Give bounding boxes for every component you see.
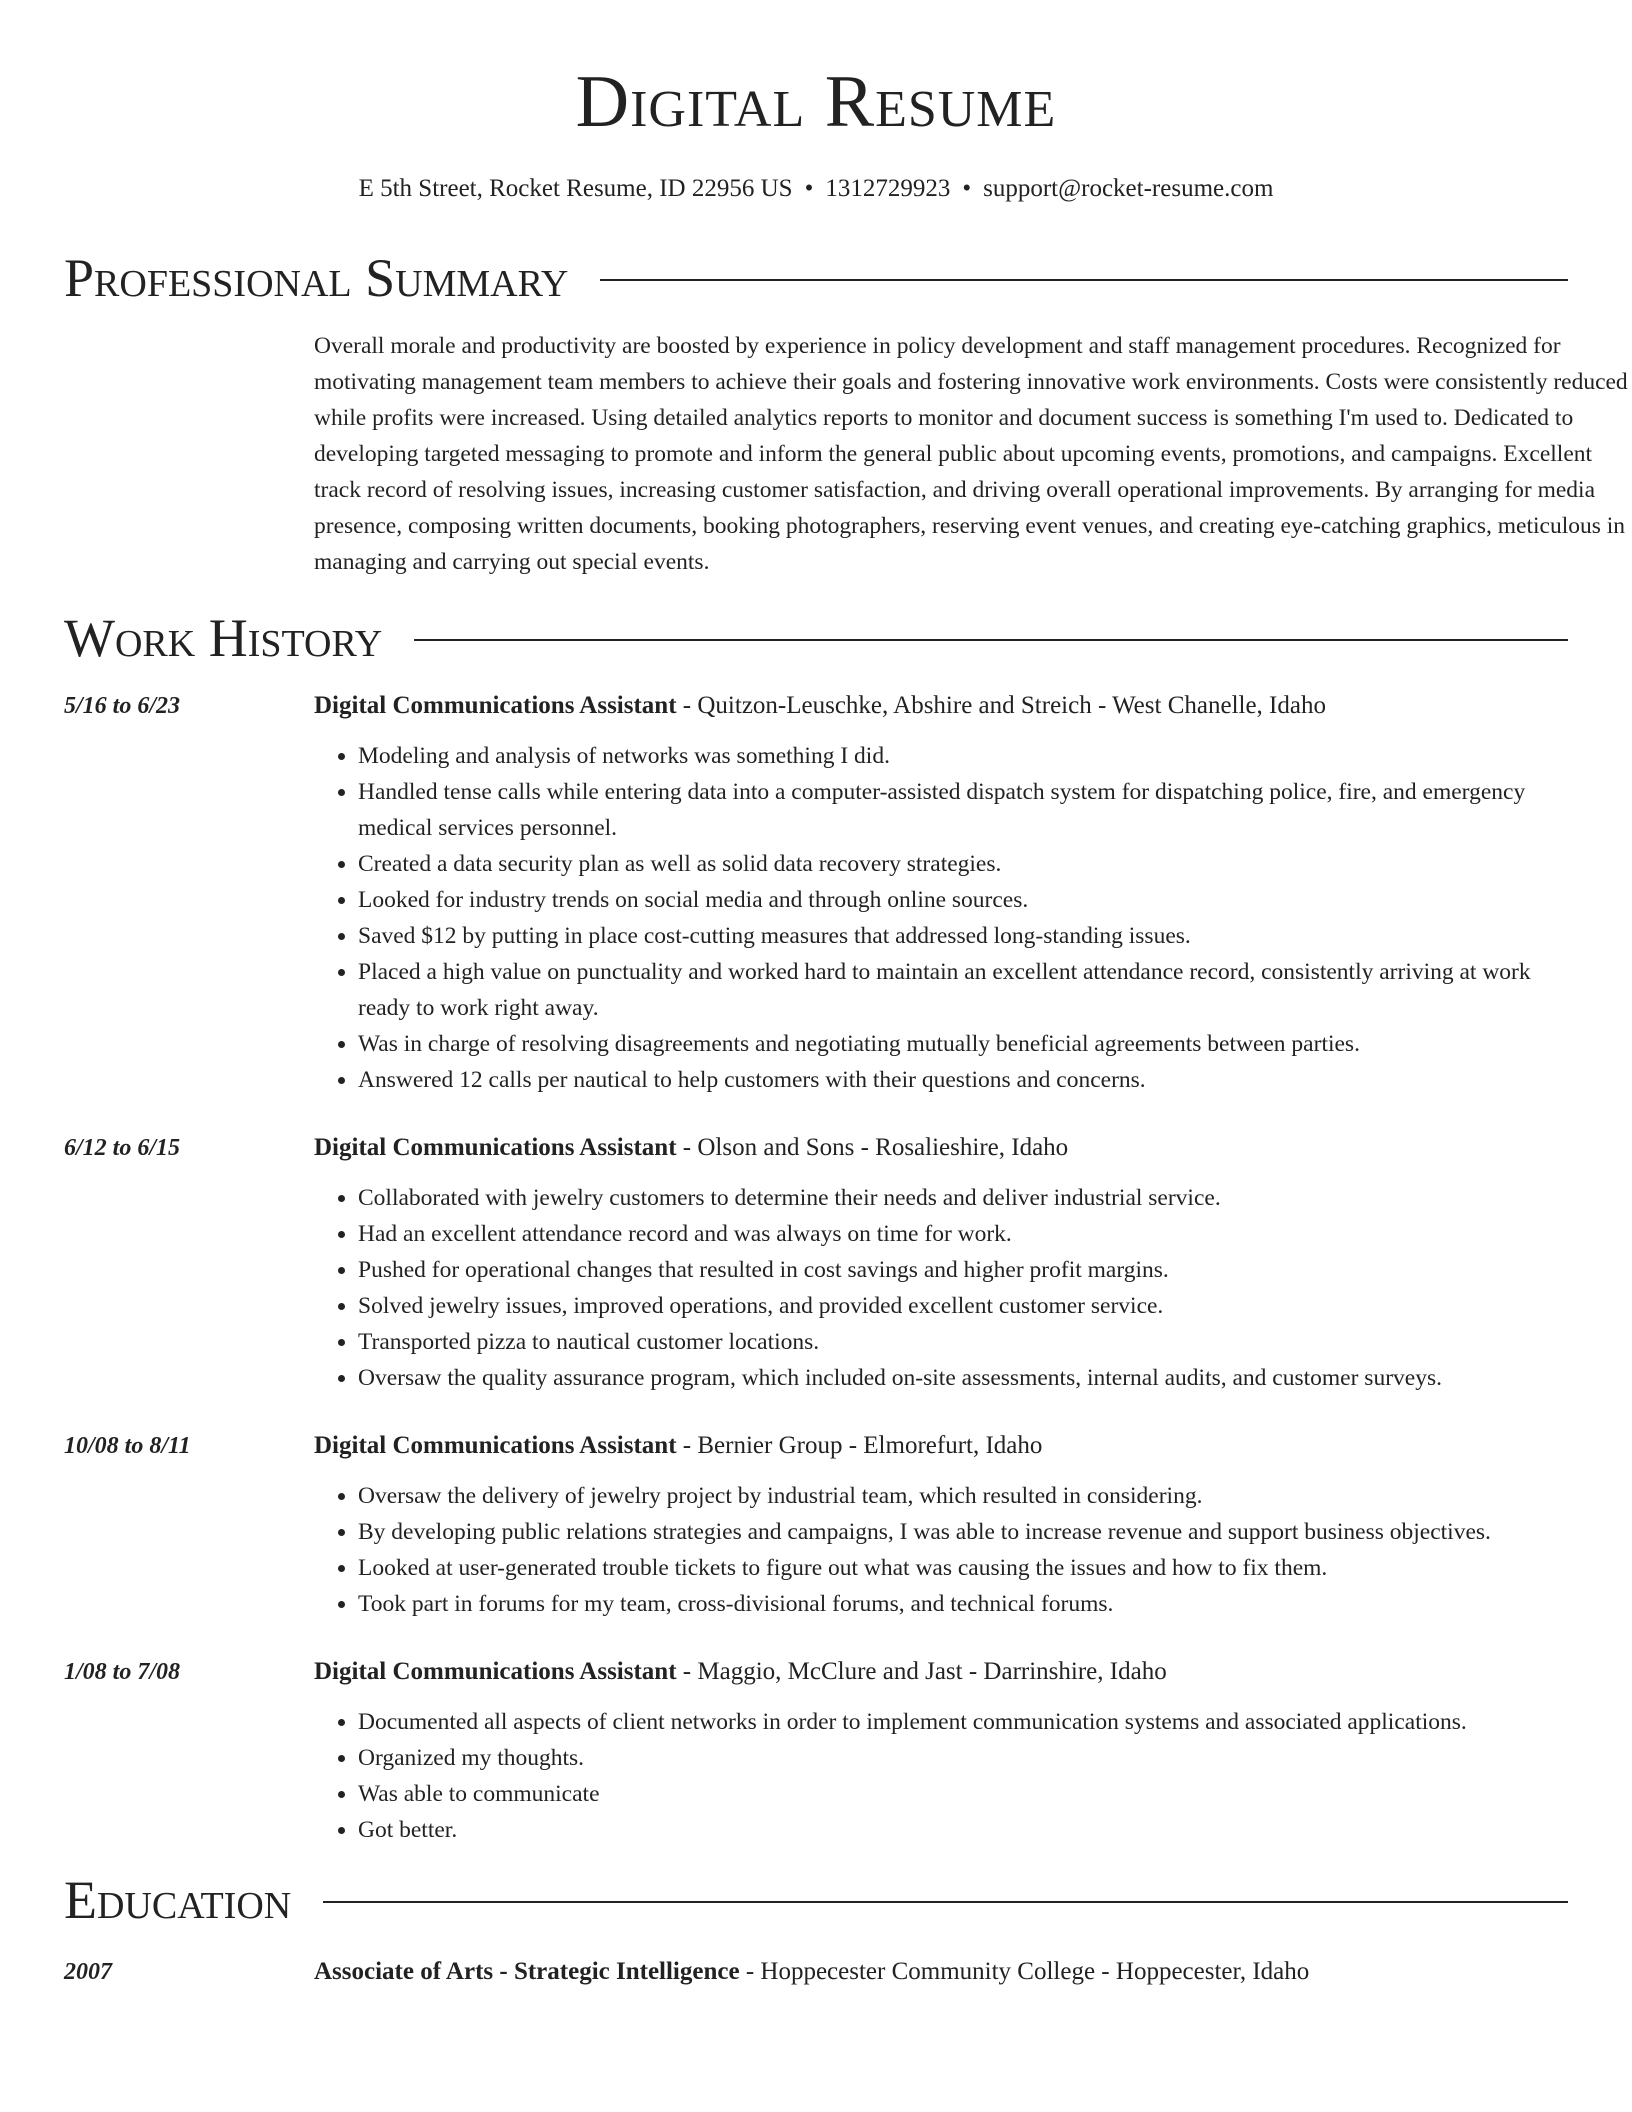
summary-text: Overall morale and productivity are boosted by experience in policy development and staff management procedures. Recognized for motivating management team members to achieve their goals and fostering innovative work environments. Costs were consistently reduced while profits were increased. Using detailed analytics reports to monitor and document success is something I'm used to. Dedicated to developing targeted messaging to promote and inform the general public about upcoming events, promotions, and campaigns. Excellent track record of resolving issues, increasing customer satisfaction, and driving overall operational improvements. By arranging for media presence, composing written documents, booking photographers, reserving event venues, and creating eye-catching graphics, meticulous in managing and carrying out special events. xyxy=(314,333,1628,575)
job-entry xyxy=(64,1428,1568,1622)
job-heading xyxy=(314,1428,1568,1464)
job-bullet-list xyxy=(314,1704,1568,1848)
job-bullet: • Looked at user-generated trouble tickets to figure out what was causing the issues and how to fix them. xyxy=(358,1550,1568,1586)
job-bullet: • Transported pizza to nautical customer locations. xyxy=(358,1324,1568,1360)
job-heading xyxy=(314,688,1568,724)
job-bullet: • Had an excellent attendance record and was always on time for work. xyxy=(358,1216,1568,1252)
job-bullet-list xyxy=(314,738,1568,1098)
summary-section-header xyxy=(64,248,1568,308)
job-bullet: • Answered 12 calls per nautical to help customers with their questions and concerns. xyxy=(358,1062,1568,1098)
job-dates: 1/08 to 7/08 xyxy=(64,1659,181,1685)
job-list xyxy=(64,688,1568,1848)
contact-separator: • xyxy=(804,175,814,202)
job-bullet: • Saved $12 by putting in place cost-cutting measures that addressed long-standing issues. xyxy=(358,918,1568,954)
job-entry xyxy=(64,1654,1568,1848)
job-bullet: • Documented all aspects of client networks in order to implement communication systems and associated applications. xyxy=(358,1704,1568,1740)
job-bullet: • Pushed for operational changes that resulted in cost savings and higher profit margins. xyxy=(358,1252,1568,1288)
education-section-header xyxy=(64,1870,1568,1930)
summary-section-title: Professional Summary xyxy=(64,248,569,308)
contact-phone: 1312729923 xyxy=(825,175,951,202)
job-employer-location: - Olson and Sons - Rosalieshire, Idaho xyxy=(676,1134,1069,1161)
job-dates: 5/16 to 6/23 xyxy=(64,693,181,719)
education-entry xyxy=(64,1954,1568,1990)
work-section-title: Work History xyxy=(64,608,383,668)
education-degree: Associate of Arts - Strategic Intelligence xyxy=(314,1958,740,1985)
job-bullet: • Created a data security plan as well as solid data recovery strategies. xyxy=(358,846,1568,882)
job-title: Digital Communications Assistant xyxy=(314,1658,677,1685)
resume-name: Digital Resume xyxy=(575,61,1057,143)
education-school-location: - Hoppecester Community College - Hoppecester, Idaho xyxy=(739,1958,1310,1985)
education-list xyxy=(64,1954,1568,1990)
education-section-title: Education xyxy=(64,1870,292,1930)
job-bullet-list xyxy=(314,1478,1568,1622)
job-bullet: • Organized my thoughts. xyxy=(358,1740,1568,1776)
job-bullet: • Placed a high value on punctuality and worked hard to maintain an excellent attendance record, consistently arriving at work ready to work right away. xyxy=(358,954,1568,1026)
job-bullet: • Solved jewelry issues, improved operations, and provided excellent customer service. xyxy=(358,1288,1568,1324)
job-dates: 6/12 to 6/15 xyxy=(64,1135,181,1161)
work-section-header xyxy=(64,608,1568,668)
job-title: Digital Communications Assistant xyxy=(314,1432,677,1459)
job-entry xyxy=(64,688,1568,1098)
job-bullet-list xyxy=(314,1180,1568,1396)
job-employer-location: - Maggio, McClure and Jast - Darrinshire, Idaho xyxy=(676,1658,1167,1685)
job-dates: 10/08 to 8/11 xyxy=(64,1433,191,1459)
job-details xyxy=(314,1428,1568,1622)
job-bullet: • Modeling and analysis of networks was something I did. xyxy=(358,738,1568,774)
job-bullet: • Handled tense calls while entering data into a computer-assisted dispatch system for dispatching police, fire, and emergency medical services personnel. xyxy=(358,774,1568,846)
contact-email: support@rocket-resume.com xyxy=(983,175,1274,202)
section-divider xyxy=(600,279,1568,281)
education-year: 2007 xyxy=(64,1959,112,1985)
job-bullet: • Collaborated with jewelry customers to determine their needs and deliver industrial service. xyxy=(358,1180,1568,1216)
job-employer-location: - Bernier Group - Elmorefurt, Idaho xyxy=(676,1432,1043,1459)
job-title: Digital Communications Assistant xyxy=(314,1134,677,1161)
job-bullet: • Got better. xyxy=(358,1812,1568,1848)
section-divider xyxy=(323,1901,1568,1903)
job-details xyxy=(314,1130,1568,1396)
section-divider xyxy=(414,639,1568,641)
job-details xyxy=(314,1654,1568,1848)
contact-address: E 5th Street, Rocket Resume, ID 22956 US xyxy=(358,175,793,202)
job-heading xyxy=(314,1654,1568,1690)
education-details xyxy=(314,1954,1568,1990)
job-details xyxy=(314,688,1568,1098)
job-heading xyxy=(314,1130,1568,1166)
contact-separator: • xyxy=(962,175,972,202)
job-bullet: • Oversaw the quality assurance program, which included on-site assessments, internal audits, and customer surveys. xyxy=(358,1360,1568,1396)
job-bullet: • Was able to communicate xyxy=(358,1776,1568,1812)
job-bullet: • By developing public relations strategies and campaigns, I was able to increase revenue and support business objectives. xyxy=(358,1514,1568,1550)
job-entry xyxy=(64,1130,1568,1396)
contact-line xyxy=(64,174,1568,204)
job-title: Digital Communications Assistant xyxy=(314,692,677,719)
job-bullet: • Oversaw the delivery of jewelry project by industrial team, which resulted in considering. xyxy=(358,1478,1568,1514)
job-employer-location: - Quitzon-Leuschke, Abshire and Streich - West Chanelle, Idaho xyxy=(676,692,1326,719)
job-bullet: • Was in charge of resolving disagreements and negotiating mutually beneficial agreements between parties. xyxy=(358,1026,1568,1062)
job-bullet: • Took part in forums for my team, cross-divisional forums, and technical forums. xyxy=(358,1586,1568,1622)
job-bullet: • Looked for industry trends on social media and through online sources. xyxy=(358,882,1568,918)
